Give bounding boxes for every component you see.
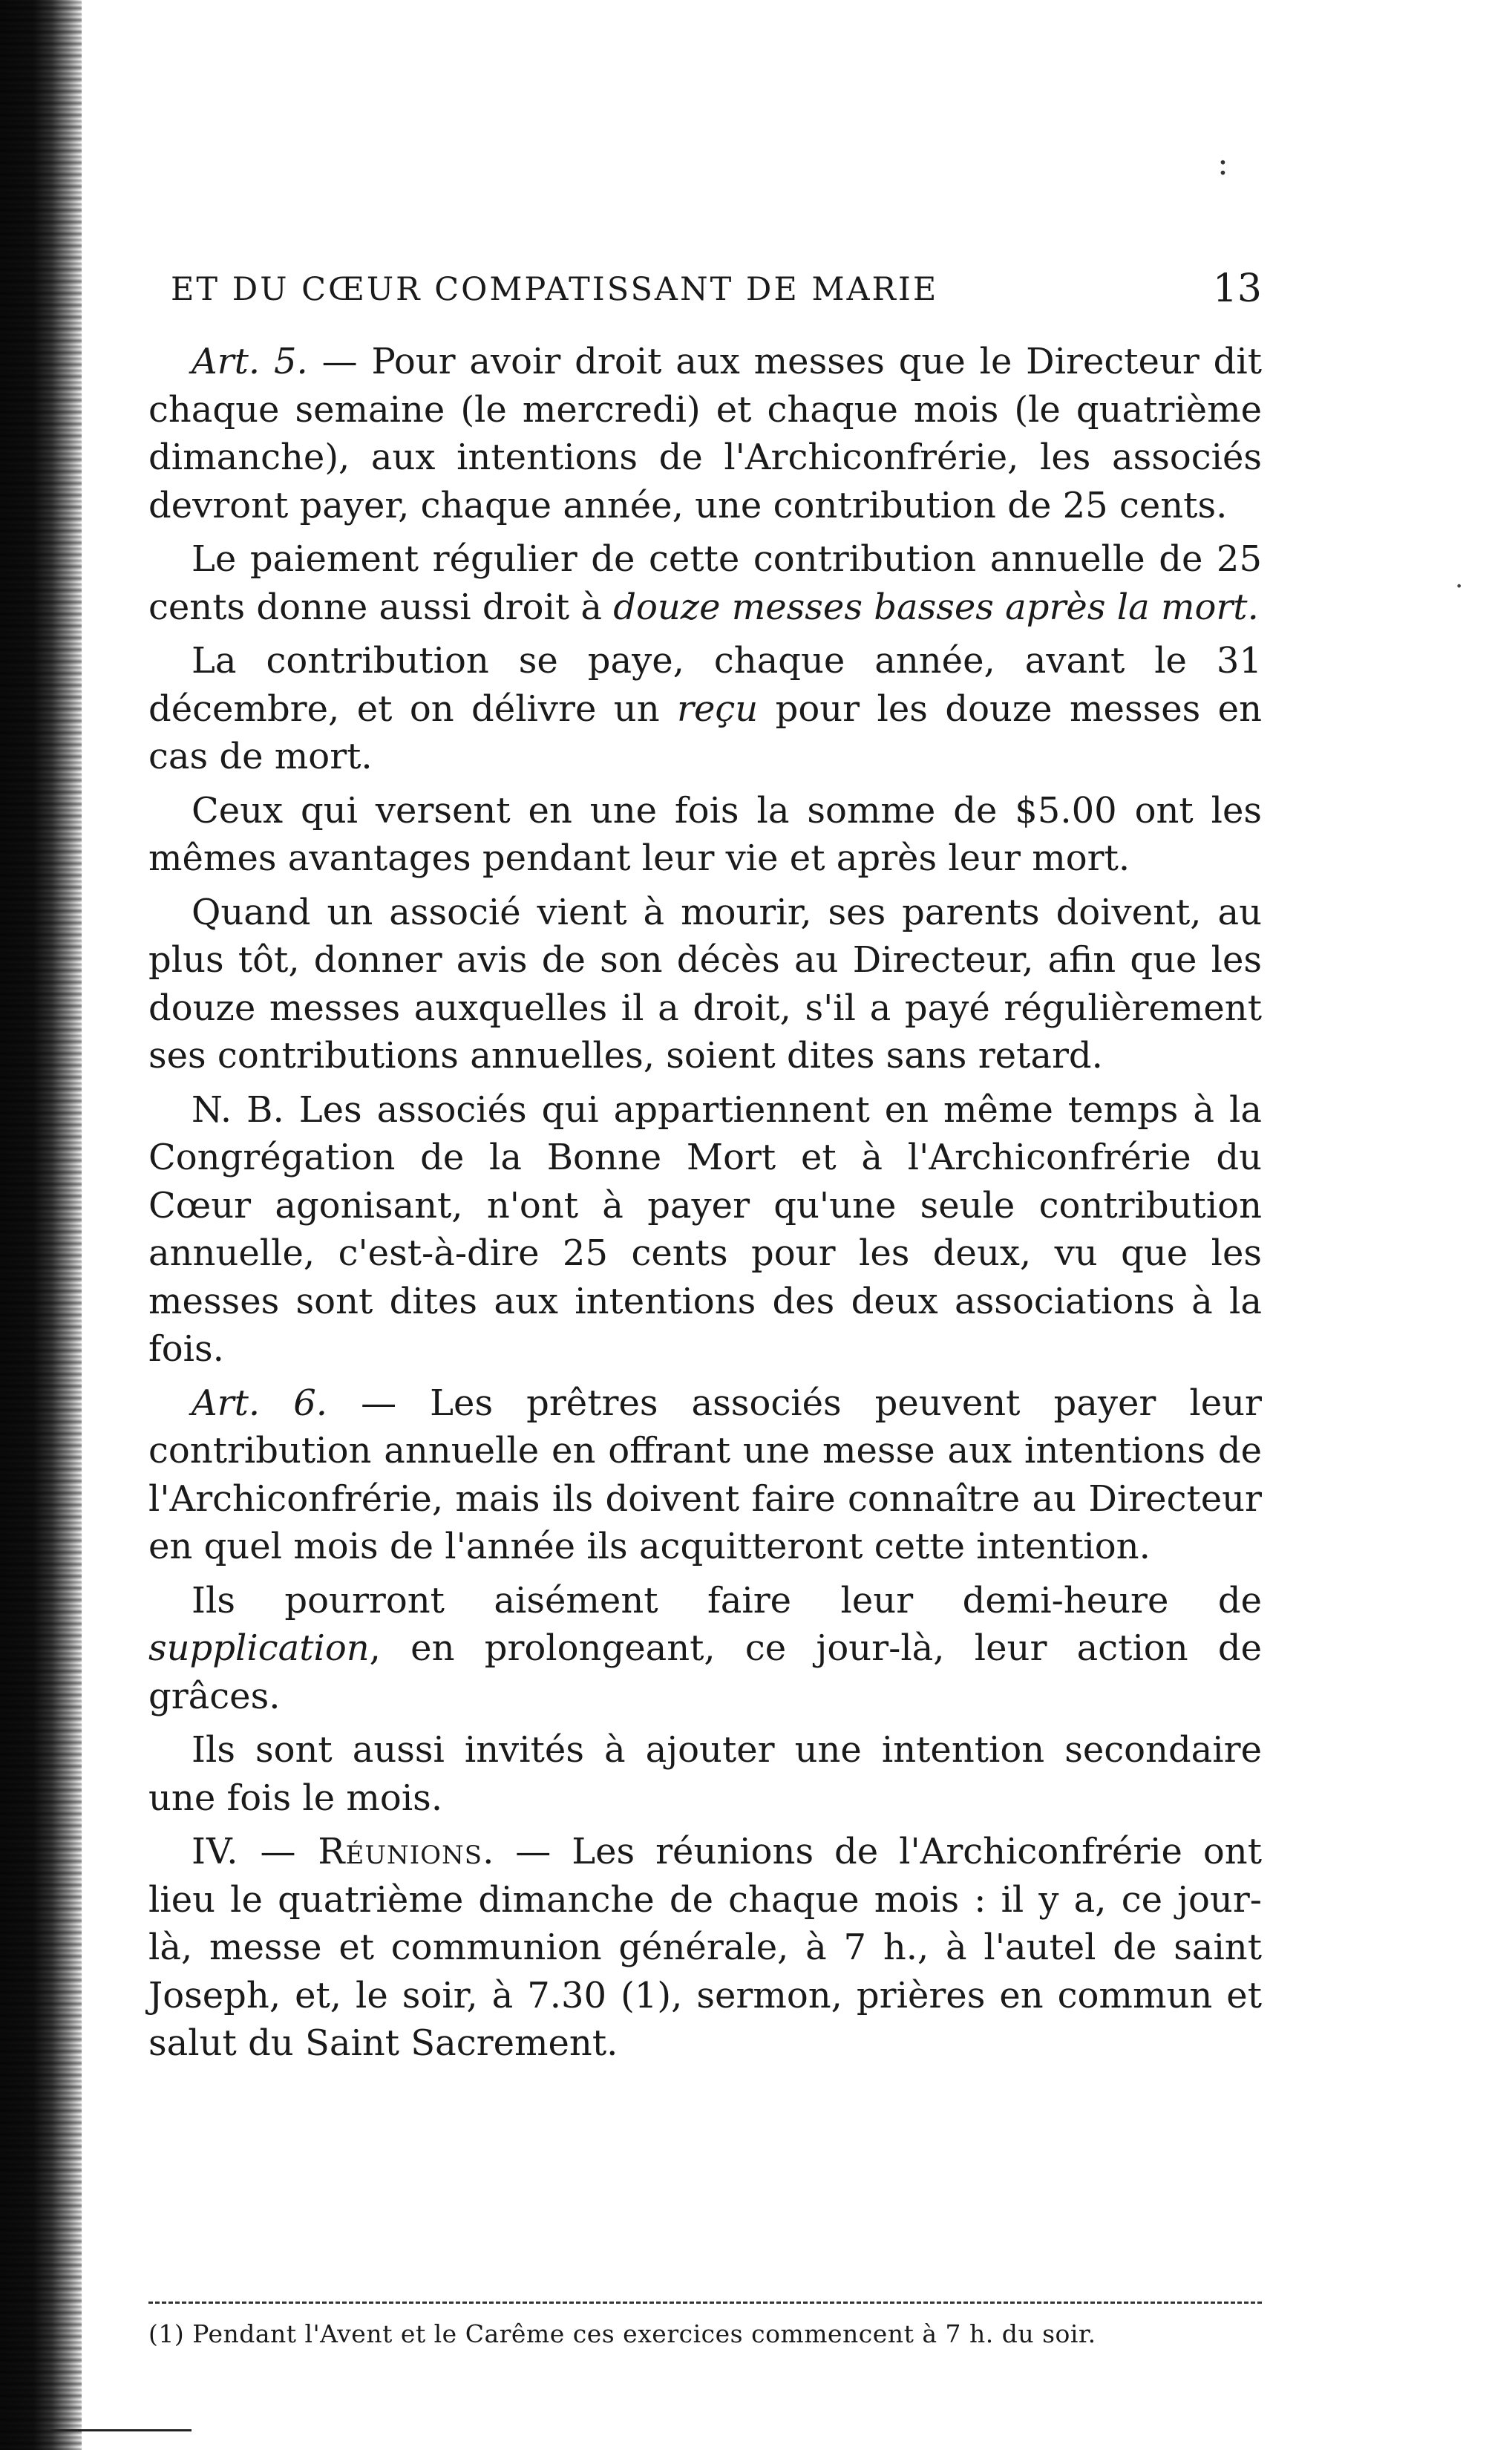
article-label: Art. 6. [192,1382,328,1424]
paragraph-text: Quand un associé vient à mourir, ses parents doivent, au plus tôt, donner avis de son décès au Directeur, afin que les douze messes auxquelles il a droit, s'il a payé régulièrement ses contributions annuelles, soient dites sans retard. [148,891,1262,1077]
speck-mark: : [1217,145,1228,183]
paragraph-art-6 [148,1379,1262,1571]
running-head [148,264,1262,316]
paragraph-text: Le paiement régulier de cette contribution annuelle de 25 cents donne aussi droit à [148,538,1262,628]
article-label: Art. 5. [192,341,308,382]
emphasis-text: reçu [677,687,759,730]
speck-mark: · [1455,572,1464,602]
running-title: ET DU CŒUR COMPATISSANT DE MARIE [171,271,939,308]
paragraph-text: N. B. Les associés qui appartiennent en même temps à la Congrégation de la Bonne Mort et à l'Archiconfrérie du Cœur agonisant, n'ont à payer qu'une seule contribution annuelle, c'est-à-dire 25 cents pour les deux, vu que les messes sont dites aux intentions des deux associations à la fois. [148,1088,1262,1370]
book-page [148,0,1262,2450]
paragraph-art-5 [148,338,1262,529]
paragraph-supplication [148,1577,1262,1721]
paragraph-text: Ils sont aussi invités à ajouter une intention secondaire une fois le mois. [148,1729,1262,1819]
page-number: 13 [1212,267,1262,311]
paragraph-death-notice [148,889,1262,1080]
paragraph-text: — Les prêtres associés peuvent payer leur contribution annuelle en offrant une messe aux intentions de l'Archiconfrérie, mais ils doivent faire connaître au Directeur en quel mois de l'année ils acquitteront cette intention. [148,1382,1263,1567]
paragraph-payment [148,535,1262,631]
paragraph-nota-bene [148,1086,1262,1373]
paragraph-contribution [148,637,1262,781]
paragraph-text: — Les réunions de l'Archiconfrérie ont lieu le quatrième dimanche de chaque mois : il y a, ce jour-là, messe et communion générale, à 7 h., à l'autel de saint Joseph, et, le soir, à 7.30 (1), sermon, prières en commun et salut du Saint Sacrement. [148,1831,1262,2064]
footnote: (1) Pendant l'Avent et le Carême ces exercices commencent à 7 h. du soir. [148,2319,1096,2348]
footnote-rule [148,2302,1262,2304]
paragraph-text: pour les douze messes en cas de mort. [148,687,1262,777]
emphasis-text: douze messes basses après la mort. [613,586,1259,628]
paragraph-text: , en prolongeant, ce jour-là, leur action de grâces. [148,1627,1262,1717]
paragraph-text: Ils pourront aisément faire leur demi-heure de [192,1579,1262,1621]
paragraph-lump-sum [148,787,1262,883]
paragraph-reunions [148,1828,1262,2068]
paragraph-secondary-intention [148,1726,1262,1822]
paragraph-text: Ceux qui versent en une fois la somme de $5.00 ont les mêmes avantages pendant leur vie et après leur mort. [148,789,1262,879]
emphasis-text: supplication [148,1627,370,1669]
page-body [148,338,1262,2074]
paragraph-text: La contribution se paye, chaque année, avant le 31 décembre, et on délivre un [148,640,1262,730]
book-binding-edge [0,0,82,2450]
section-label: IV. — Réunions. [192,1831,495,1872]
paragraph-text: — Pour avoir droit aux messes que le Directeur dit chaque semaine (le mercredi) et chaque mois (le quatrième dimanche), aux intentions de l'Archiconfrérie, les associés devront payer, chaque année, une contribution de 25 cents. [148,341,1263,526]
